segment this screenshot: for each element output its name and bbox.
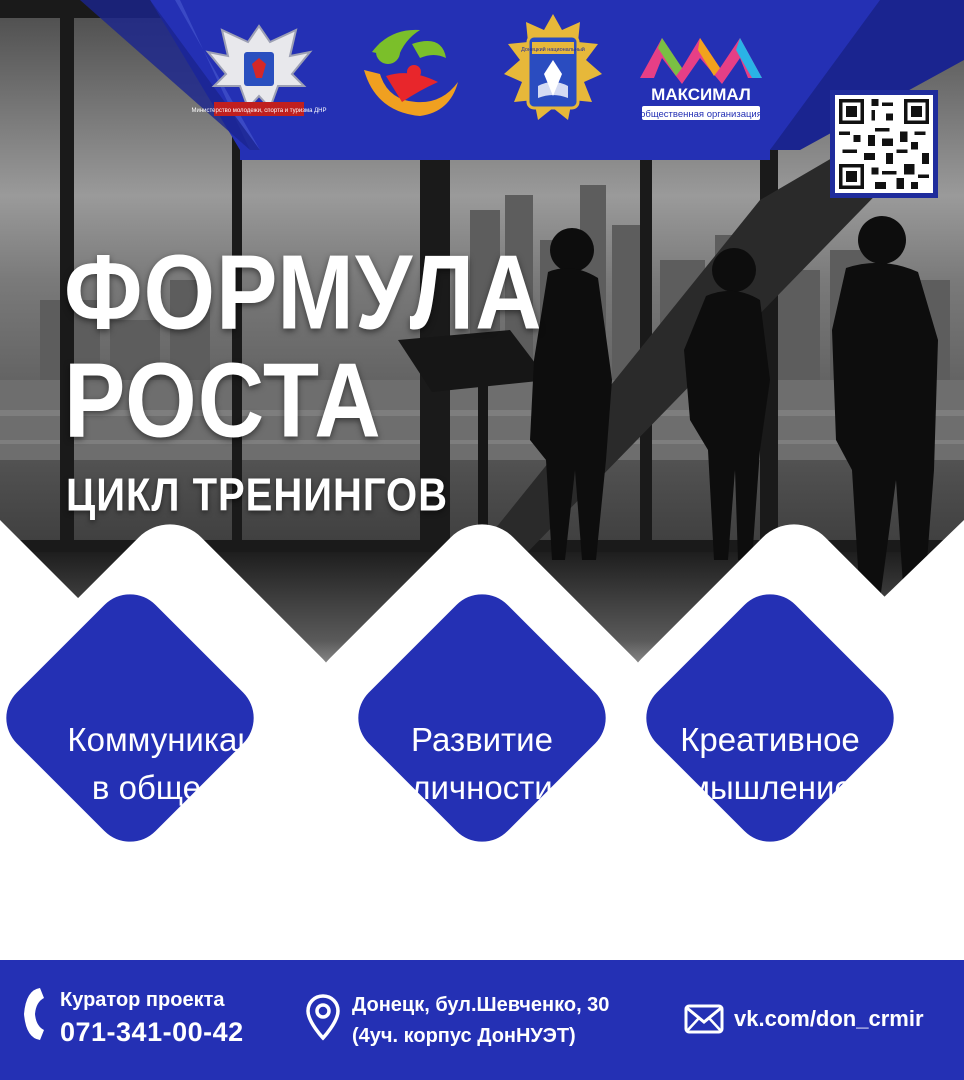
card-creative [620, 716, 920, 812]
header-shape [0, 0, 964, 160]
location-pin-icon [306, 994, 340, 1040]
phone-number[interactable]: 071-341-00-42 [60, 1017, 244, 1047]
card-communication-line1: Коммуникация [67, 721, 293, 758]
svg-text:МАКСИМАЛ: МАКСИМАЛ [651, 85, 751, 104]
card-creative-line2: мышление [687, 769, 853, 806]
title-line-1: ФОРМУЛА [64, 234, 543, 352]
title-line-2: РОСТА [64, 342, 382, 460]
qr-code-icon[interactable] [830, 90, 938, 198]
card-development-line2: личности [411, 769, 553, 806]
header-band [0, 0, 964, 160]
card-communication-line2: в обществе [91, 769, 269, 806]
card-communication [30, 716, 330, 812]
svg-text:общественная организация: общественная организация [640, 109, 762, 120]
card-development-line1: Развитие [411, 721, 553, 758]
address-line-1: Донецк, бул.Шевченко, 30 [352, 994, 610, 1016]
footer [0, 960, 964, 1080]
subtitle: ЦИКЛ ТРЕНИНГОВ [66, 470, 449, 521]
card-development [332, 716, 632, 812]
svg-text:Министерство молодежи, спорта: Министерство молодежи, спорта и туризма ДНР [191, 108, 327, 114]
mail-icon [684, 1004, 724, 1034]
vk-link[interactable]: vk.com/don_crmir [734, 1006, 924, 1031]
maksimal-logo [636, 28, 766, 122]
phone-icon [20, 986, 48, 1042]
svg-text:Донецкий национальный: Донецкий национальный [521, 47, 585, 53]
sport-figure-logo [350, 12, 468, 130]
university-crest-logo [498, 12, 608, 130]
address-line-2: (4уч. корпус ДонНУЭТ) [352, 1025, 576, 1047]
card-creative-line1: Креативное [680, 721, 860, 758]
topic-diamonds [0, 520, 964, 960]
ministry-emblem-logo [191, 12, 327, 130]
curator-label: Куратор проекта [60, 989, 225, 1011]
